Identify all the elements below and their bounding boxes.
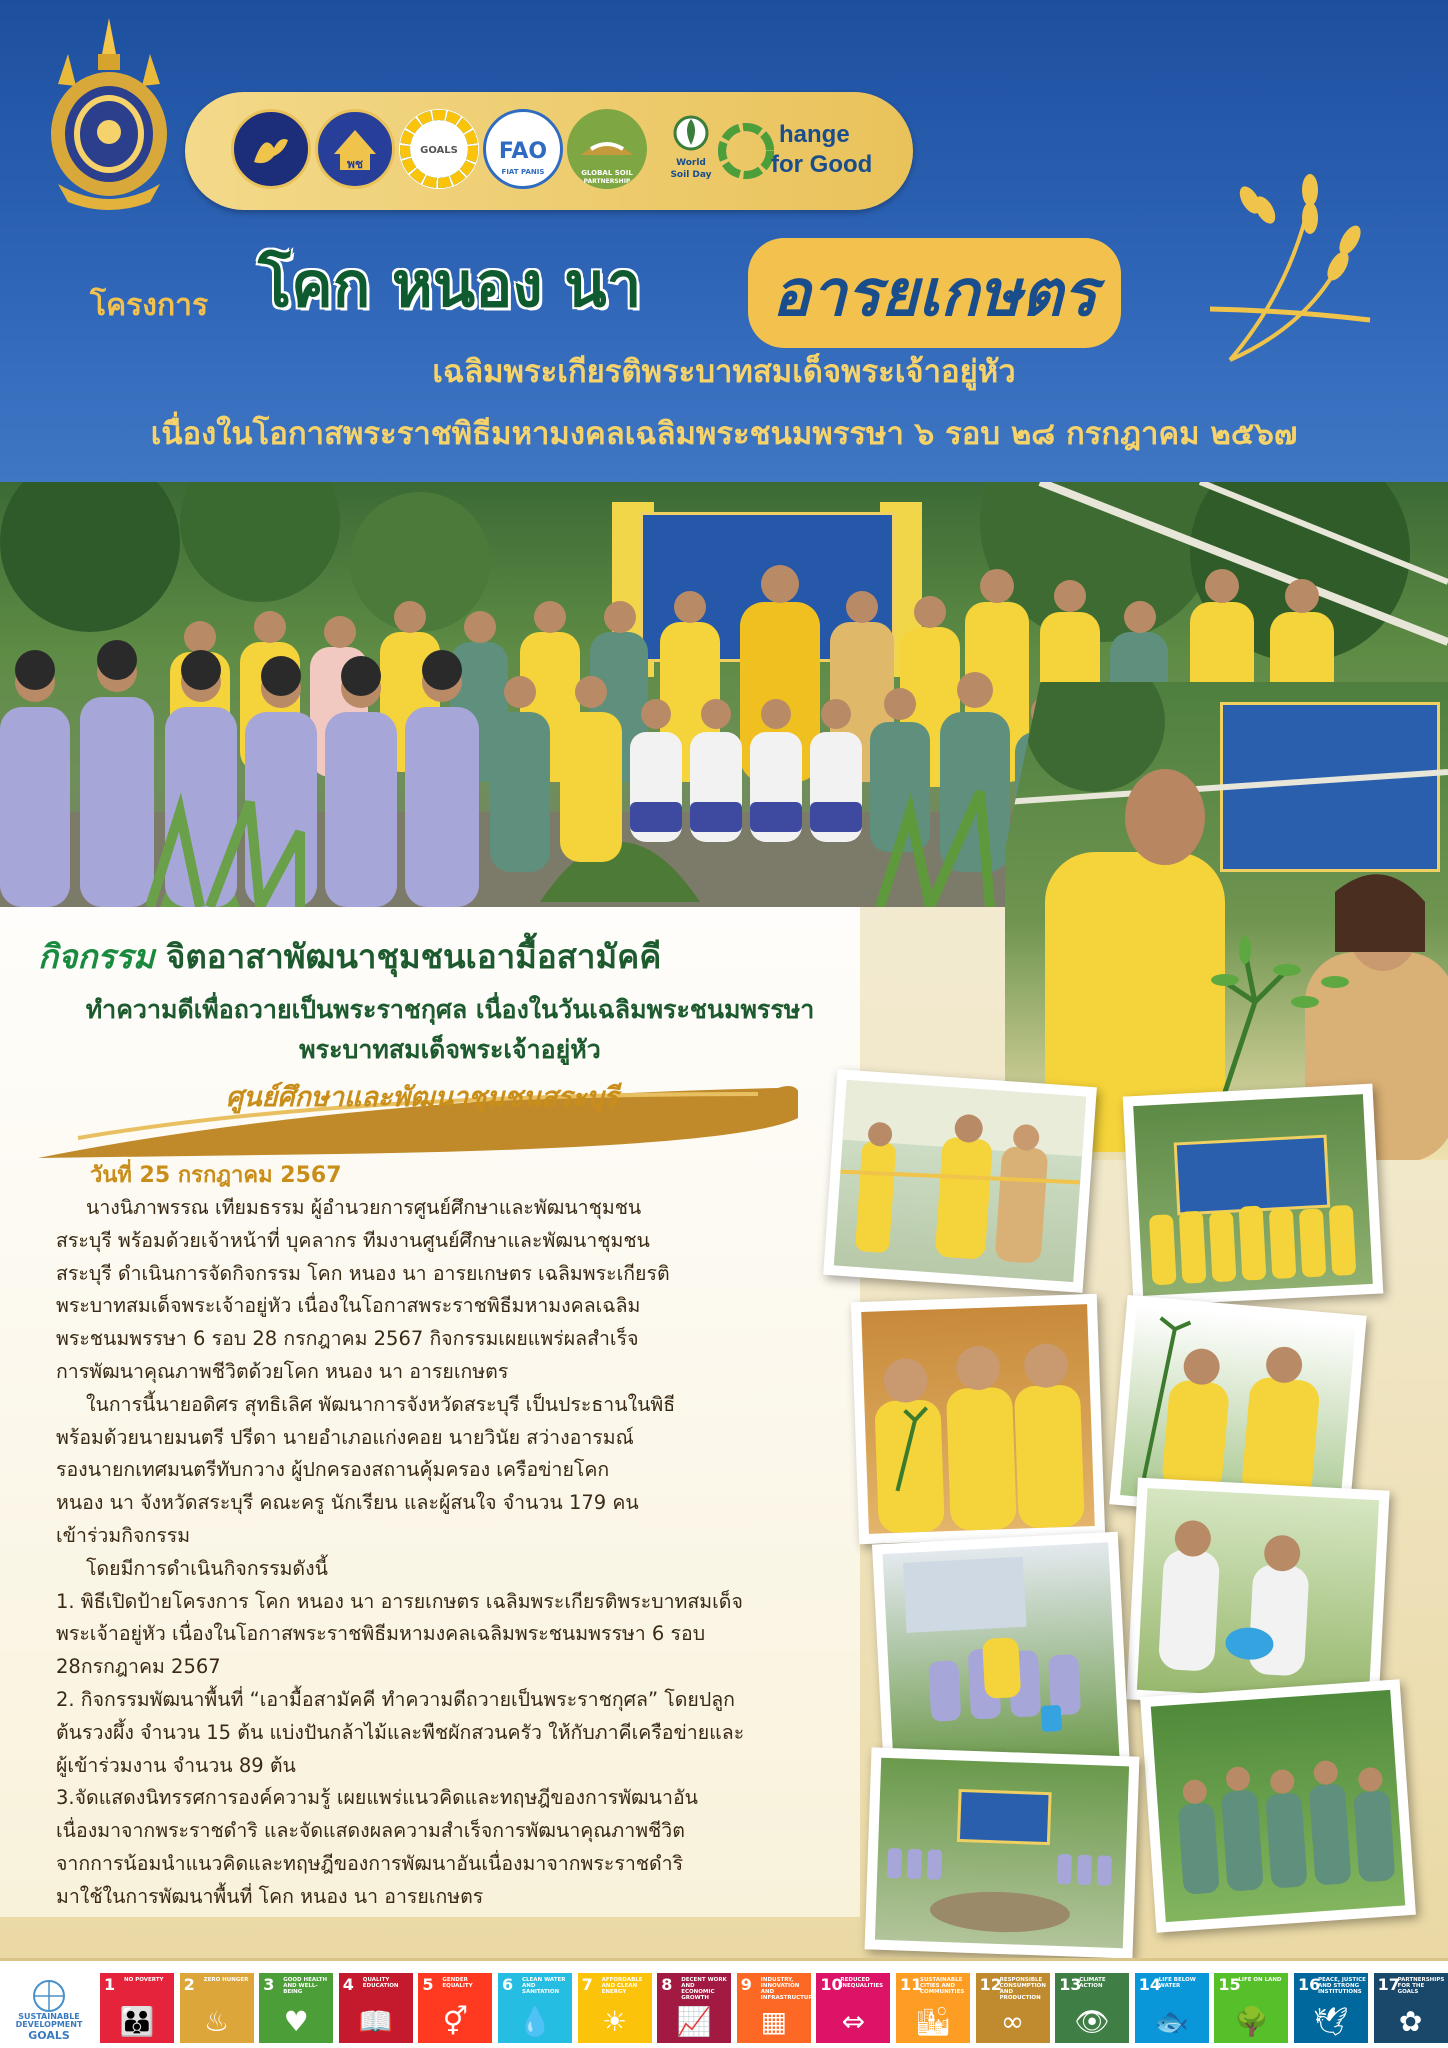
svg-text:GOALS: GOALS: [420, 145, 458, 156]
sdg-goal-5: [418, 1973, 492, 2043]
header: [0, 0, 1448, 482]
sdg-goal-15: [1214, 1973, 1288, 2043]
article-line: พระเจ้าอยู่หัว เนื่องในโอกาสพระราชพิธีมหามงคลเฉลิมพระชนมพรรษา 6 รอบ: [56, 1622, 706, 1646]
sdg-logo-line1: SUSTAINABLE: [18, 2012, 80, 2021]
sdg-logo-text: [8, 2013, 90, 2041]
sdg-goal-number: 1: [104, 1975, 116, 1994]
gender-icon: ⚥: [442, 2005, 469, 2038]
article-body: [56, 1192, 846, 1914]
svg-text:FAO: FAO: [498, 139, 548, 164]
sdg-goal-number: 11: [900, 1975, 923, 1994]
article-line: รองนายกเทศมนตรีทับกวาง ผู้ปกครองสถานคุ้มครอง เครือข่ายโคก: [56, 1458, 610, 1482]
article-line: ผู้เข้าร่วมงาน จำนวน 89 ต้น: [56, 1753, 296, 1777]
book-icon: 📖: [358, 2005, 394, 2038]
eye-icon: 👁: [1074, 2005, 1110, 2038]
sdg-goal-9: [737, 1973, 817, 2043]
sun-icon: ☀: [602, 2005, 628, 2038]
activity-subtitle-line2: พระบาทสมเด็จพระเจ้าอยู่หัว: [299, 1035, 601, 1064]
growth-chart-icon: 📈: [676, 2005, 712, 2038]
sdg-goal-number: 17: [1377, 1975, 1400, 1994]
sdg-goal-16: [1294, 1973, 1368, 2043]
change-for-good-ring-icon: [715, 120, 777, 182]
partner-logos-bar: [185, 92, 913, 210]
sdg-goal-12: [976, 1973, 1050, 2043]
fish-icon: 🐟: [1154, 2005, 1190, 2038]
royal-emblem-icon: [38, 14, 180, 214]
sdg-goal-number: 6: [502, 1975, 514, 1994]
sdg-goal-label: CLEAN WATER AND SANITATION: [522, 1977, 566, 1996]
sdg-goal-11: [896, 1973, 970, 2043]
tree-icon: 🌳: [1233, 2005, 1269, 2038]
sdg-goal-label: LIFE BELOW WATER: [1158, 1977, 1196, 1990]
article-line: ต้นรวงผึ้ง จำนวน 15 ต้น แบ่งปันกล้าไม้และพืชผักสวนครัว ให้กับภาคีเครือข่ายและ: [56, 1720, 745, 1744]
sdg-goal-label: QUALITY EDUCATION: [362, 1977, 399, 1990]
sdg-goal-3: [259, 1973, 333, 2043]
activity-date: วันที่ 25 กรกฎาคม 2567: [90, 1163, 342, 1188]
title-main: โคก หนอง นา: [258, 248, 642, 321]
activity-title: [38, 930, 858, 983]
photo-sign-opening: [1123, 1084, 1384, 1307]
sdg-goal-13: [1055, 1973, 1129, 2043]
ministry-swan-logo-icon: [231, 109, 311, 189]
water-icon: 💧: [517, 2005, 553, 2038]
sdg-goal-number: 16: [1298, 1975, 1321, 1994]
sdg-wheel-logo-icon: [399, 109, 479, 189]
sdg-goal-4: [339, 1973, 413, 2043]
sdg-goal-label: NO POVERTY: [124, 1977, 164, 1983]
project-title: [90, 236, 1240, 336]
sdg-goal-10: [816, 1973, 890, 2043]
equal-icon: ⇔: [841, 2005, 866, 2038]
article-line: 28กรกฎาคม 2567: [56, 1655, 221, 1679]
article-line: จากการน้อมนำแนวคิดและทฤษฎีของการพัฒนาอันเนื่องมาจากพระราชดำริ: [56, 1851, 684, 1875]
photo-exhibition-garden: [865, 1747, 1140, 1958]
svg-text:GLOBAL SOIL: GLOBAL SOIL: [581, 169, 633, 177]
sdg-logo-line3: GOALS: [28, 2028, 70, 2042]
city-icon: 🏙: [915, 2005, 951, 2038]
article-line: เนื่องมาจากพระราชดำริ และจัดแสดงผลความสำเร็จการพัฒนาคุณภาพชีวิต: [56, 1819, 685, 1843]
sdg-goal-label: LIFE ON LAND: [1238, 1977, 1282, 1983]
title-prefix: โครงการ: [90, 288, 209, 323]
svg-text:PARTNERSHIP: PARTNERSHIP: [583, 178, 631, 185]
sdg-goal-label: AFFORDABLE AND CLEAN ENERGY: [601, 1977, 643, 1996]
sdg-goal-number: 9: [740, 1975, 752, 1994]
sdg-goal-label: DECENT WORK AND ECONOMIC GROWTH: [681, 1977, 727, 2002]
article-line: นางนิภาพรรณ เทียมธรรม ผู้อำนวยการศูนย์ศึกษาและพัฒนาชุมชน: [86, 1196, 642, 1219]
svg-text:พช: พช: [346, 157, 364, 171]
change-for-good-logo: [713, 110, 903, 192]
wheat-icon: [1210, 170, 1380, 370]
article-line: สระบุรี ดำเนินการจัดกิจกรรม โคก หนอง นา อารยเกษตร เฉลิมพระเกียรติ: [56, 1261, 670, 1285]
sdg-goal-number: 15: [1218, 1975, 1241, 1994]
sdg-goal-label: GOOD HEALTH AND WELL-BEING: [283, 1977, 328, 1996]
sdg-goal-label: RESPONSIBLE CONSUMPTION AND PRODUCTION: [999, 1977, 1046, 2002]
article-line: เข้าร่วมกิจกรรม: [56, 1523, 191, 1547]
article-line: พร้อมด้วยนายมนตรี ปรีดา นายอำเภอแก่งคอย นายวินัย สว่างอารมณ์: [56, 1425, 634, 1449]
sdg-goal-number: 5: [422, 1975, 434, 1994]
sdg-goal-label: INDUSTRY, INNOVATION AND INFRASTRUCTURE: [760, 1977, 817, 2002]
photo-students-group: [1140, 1679, 1416, 1933]
sdg-goal-17: [1374, 1973, 1448, 2043]
sdg-goal-number: 14: [1138, 1975, 1162, 1994]
fao-logo-icon: [483, 109, 563, 189]
sdg-footer: [0, 1958, 1448, 2048]
article-line: 3.จัดแสดงนิทรรศการองค์ความรู้ เผยแพร่แนวคิดและทฤษฎีของการพัฒนาอัน: [56, 1786, 698, 1810]
svg-text:Soil Day: Soil Day: [670, 170, 712, 180]
article-line: ในการนี้นายอดิศร สุทธิเลิศ พัฒนาการจังหวัดสระบุรี เป็นประธานในพิธี: [86, 1392, 676, 1416]
sdg-goal-7: [578, 1973, 652, 2043]
sdg-goal-2: [180, 1973, 254, 2043]
activity-subtitle-line1: ทำความดีเพื่อถวายเป็นพระราชกุศล เนื่องในวันเฉลิมพระชนมพรรษา: [85, 995, 815, 1024]
article-line: โดยมีการดำเนินกิจกรรมดังนี้: [86, 1556, 328, 1580]
activity-title-lead: กิจกรรม: [38, 937, 155, 976]
activity-title-rest: จิตอาสาพัฒนาชุมชนเอามื้อสามัคคี: [166, 937, 662, 976]
sdg-logo: [8, 1979, 90, 2042]
sdg-goal-number: 7: [581, 1975, 593, 1994]
sdg-goal-label: SUSTAINABLE CITIES AND COMMUNITIES: [920, 1977, 965, 1996]
sdg-goal-number: 3: [263, 1975, 275, 1994]
sdg-goal-label: REDUCED INEQUALITIES: [840, 1977, 884, 1990]
sdg-goal-8: [657, 1973, 731, 2043]
sdg-goal-label: ZERO HUNGER: [203, 1977, 249, 1983]
bowl-icon: ♨: [204, 2005, 230, 2038]
sdg-goal-14: [1135, 1973, 1209, 2043]
global-soil-partnership-logo-icon: [567, 109, 647, 189]
article-line: 1. พิธีเปิดป้ายโครงการ โคก หนอง นา อารยเกษตร เฉลิมพระเกียรติพระบาทสมเด็จ: [56, 1589, 743, 1613]
heartbeat-icon: ♥: [283, 2005, 309, 2038]
cubes-icon: ▦: [760, 2005, 788, 2038]
sdg-goal-number: 4: [342, 1975, 354, 1994]
sdg-goal-number: 2: [183, 1975, 195, 1994]
infinity-icon: ∞: [1000, 2005, 1025, 2038]
sdg-goal-number: 12: [979, 1975, 1002, 1994]
sdg-goal-label: PARTNERSHIPS FOR THE GOALS: [1397, 1977, 1445, 1996]
sdg-goal-label: PEACE, JUSTICE AND STRONG INSTITUTIONS: [1318, 1977, 1366, 1996]
article-line: การพัฒนาคุณภาพชีวิตด้วยโคก หนอง นา อารยเกษตร: [56, 1359, 509, 1383]
community-development-logo-icon: [315, 109, 395, 189]
sdg-goal-number: 13: [1059, 1975, 1082, 1994]
dove-icon: 🕊: [1313, 2005, 1349, 2038]
photo-ribbon-cutting: [823, 1069, 1097, 1293]
un-emblem-icon: [32, 1979, 66, 2013]
change-for-good-line1: hange: [779, 121, 850, 148]
partnership-icon: ✿: [1398, 2005, 1423, 2038]
sdg-logo-line2: DEVELOPMENT: [15, 2020, 83, 2030]
photo-students-watering: [1126, 1478, 1389, 1713]
center-name: ศูนย์ศึกษาและพัฒนาชุมชนสระบุรี: [226, 1082, 619, 1113]
svg-text:World: World: [676, 158, 706, 168]
svg-text:FIAT PANIS: FIAT PANIS: [501, 168, 545, 176]
sdg-goal-label: GENDER EQUALITY: [442, 1977, 473, 1990]
title-highlight: อารยเกษตร: [748, 238, 1121, 348]
sdg-goal-number: 10: [820, 1975, 843, 1994]
sdg-goal-1: [100, 1973, 174, 2043]
article-line: 2. กิจกรรมพัฒนาพื้นที่ “เอามื้อสามัคคี ทำความดีถวายเป็นพระราชกุศล” โดยปลูก: [56, 1687, 735, 1711]
article-line: พระชนมพรรษา 6 รอบ 28 กรกฎาคม 2567 กิจกรรมเผยแพร่ผลสำเร็จ: [56, 1327, 639, 1351]
article-line: มาใช้ในการพัฒนาพื้นที่ โคก หนอง นา อารยเกษตร: [56, 1884, 484, 1908]
article-line: พระบาทสมเด็จพระเจ้าอยู่หัว เนื่องในโอกาสพระราชพิธีมหามงคลเฉลิม: [56, 1294, 641, 1318]
sdg-goal-number: 8: [661, 1975, 673, 1994]
change-for-good-line2: for Good: [771, 151, 873, 178]
article-line: หนอง นา จังหวัดสระบุรี คณะครู นักเรียน และผู้สนใจ จำนวน 179 คน: [56, 1491, 639, 1515]
sdg-goal-label: CLIMATE ACTION: [1079, 1977, 1106, 1990]
article-line: สระบุรี พร้อมด้วยเจ้าหน้าที่ บุคลากร ทีมงานศูนย์ศึกษาและพัฒนาชุมชน: [56, 1228, 650, 1252]
sdg-goal-6: [498, 1973, 572, 2043]
subtitle-line2: เนื่องในโอกาสพระราชพิธีมหามงคลเฉลิมพระชนมพรรษา ๖ รอบ ๒๘ กรกฎาคม ๒๕๖๗: [150, 416, 1298, 452]
photo-group-planting: [872, 1532, 1130, 1781]
photo-women-with-plant: [851, 1294, 1105, 1544]
subtitle-line1: เฉลิมพระเกียรติพระบาทสมเด็จพระเจ้าอยู่หัว: [432, 354, 1016, 390]
family-icon: 👪: [119, 2005, 155, 2038]
